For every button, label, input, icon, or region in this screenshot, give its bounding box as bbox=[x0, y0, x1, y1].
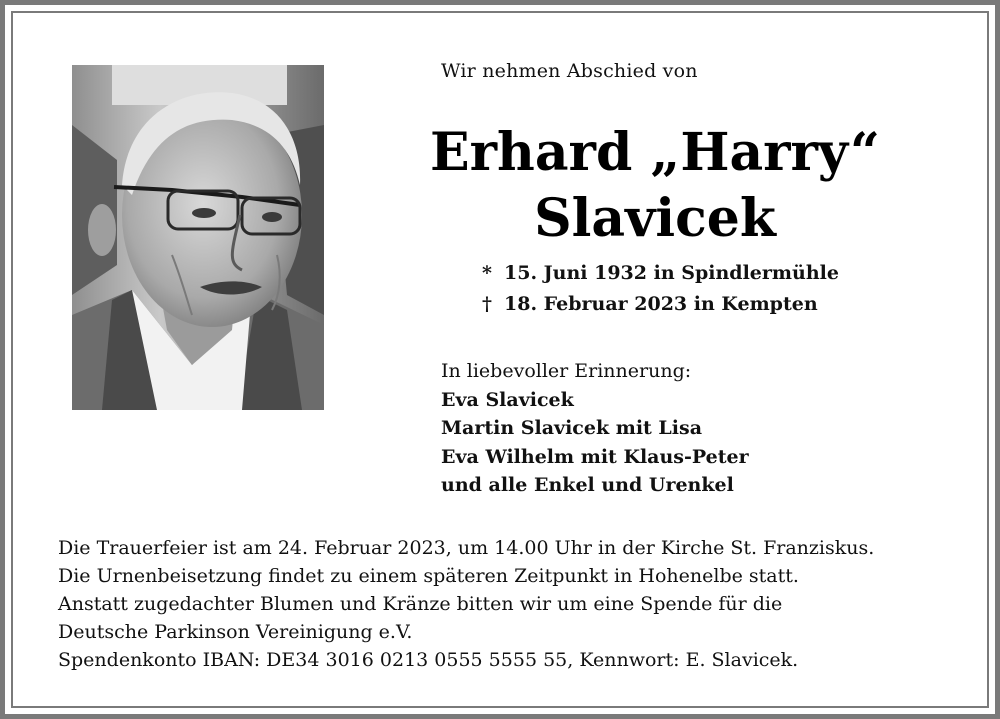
mourners-block bbox=[441, 357, 749, 500]
details-line: Deutsche Parkinson Vereinigung e.V. bbox=[58, 621, 413, 643]
deceased-name bbox=[400, 120, 910, 252]
mourner: Eva Slavicek bbox=[441, 388, 574, 411]
mourner: Eva Wilhelm mit Klaus-Peter bbox=[441, 445, 749, 468]
funeral-details bbox=[58, 534, 958, 674]
birth-line bbox=[482, 258, 839, 289]
portrait-photo bbox=[72, 65, 324, 410]
death-line bbox=[482, 289, 839, 320]
memory-label: In liebevoller Erinnerung: bbox=[441, 360, 692, 382]
birth-star-icon: * bbox=[482, 262, 492, 284]
name-line-2: Slavicek bbox=[534, 188, 776, 249]
death-cross-icon: † bbox=[482, 293, 492, 315]
details-line: Spendenkonto IBAN: DE34 3016 0213 0555 5555 55, Kennwort: E. Slavicek. bbox=[58, 649, 799, 671]
mourner: und alle Enkel und Urenkel bbox=[441, 474, 734, 496]
details-line: Die Trauerfeier ist am 24. Februar 2023, um 14.00 Uhr in der Kirche St. Franziskus. bbox=[58, 537, 875, 559]
details-line: Anstatt zugedachter Blumen und Kränze bitten wir um eine Spende für die bbox=[58, 593, 783, 615]
birth-date: 15. Juni 1932 in Spindlermühle bbox=[504, 262, 839, 284]
death-date: 18. Februar 2023 in Kempten bbox=[504, 293, 818, 315]
name-line-1: Erhard „Harry“ bbox=[430, 122, 880, 183]
mourner: Martin Slavicek mit Lisa bbox=[441, 417, 703, 439]
intro-text: Wir nehmen Abschied von bbox=[441, 60, 698, 82]
details-line: Die Urnenbeisetzung findet zu einem späteren Zeitpunkt in Hohenelbe statt. bbox=[58, 565, 799, 587]
life-dates bbox=[482, 258, 839, 320]
